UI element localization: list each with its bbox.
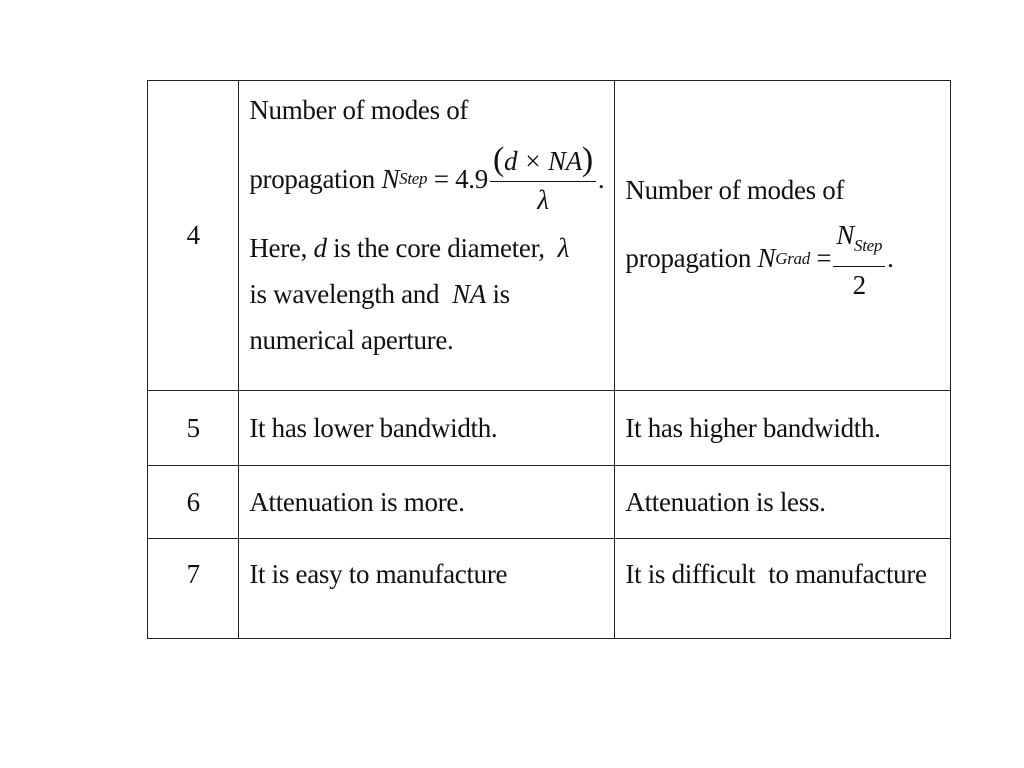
table-row [148, 466, 951, 539]
cell-text-line: Here, d is the core diameter, λ [249, 233, 569, 263]
row-number-cell: 4 [148, 81, 239, 391]
graded-index-cell: It is difficult to manufacture [615, 539, 951, 639]
formula-equals: = 4.9 [433, 163, 488, 194]
formula-fraction [833, 215, 885, 303]
formula-equals: = [816, 243, 832, 273]
fraction-denominator: λ [537, 185, 549, 215]
step-modes-formula [249, 133, 604, 225]
formula-period: . [887, 243, 894, 273]
table-row [148, 391, 951, 466]
graded-index-cell: It has higher bandwidth. [615, 391, 951, 466]
cell-text-line: is wavelength and NA is [249, 279, 510, 309]
graded-modes-formula [625, 213, 940, 305]
row-number-cell: 5 [148, 391, 239, 466]
fraction-numerator: (d × NA) [490, 140, 596, 182]
step-index-cell: Attenuation is more. [239, 466, 615, 539]
row-number-cell: 7 [148, 539, 239, 639]
graded-index-cell: Attenuation is less. [615, 466, 951, 539]
cell-text-line: Number of modes of [249, 95, 469, 125]
formula-subscript: Grad [775, 248, 810, 268]
fraction-denominator: 2 [852, 269, 866, 300]
formula-period: . [597, 163, 605, 194]
step-index-cell: It has lower bandwidth. [239, 391, 615, 466]
table-row [148, 81, 951, 391]
formula-prefix: propagation [249, 163, 375, 194]
graded-index-cell [615, 81, 951, 391]
table-row [148, 539, 951, 639]
formula-symbol: N [381, 163, 400, 194]
row-number-cell: 6 [148, 466, 239, 539]
step-index-cell [239, 81, 615, 391]
comparison-table [147, 80, 951, 639]
cell-text-line: numerical aperture. [249, 325, 454, 355]
fraction-numerator: $N_{Step}$ [833, 215, 885, 267]
step-index-cell: It is easy to manufacture [239, 539, 615, 639]
formula-subscript: Step [399, 169, 428, 188]
formula-fraction [490, 140, 596, 218]
formula-prefix: propagation [625, 243, 752, 273]
formula-symbol: N [757, 243, 776, 273]
cell-text-line: Number of modes of [625, 174, 845, 205]
